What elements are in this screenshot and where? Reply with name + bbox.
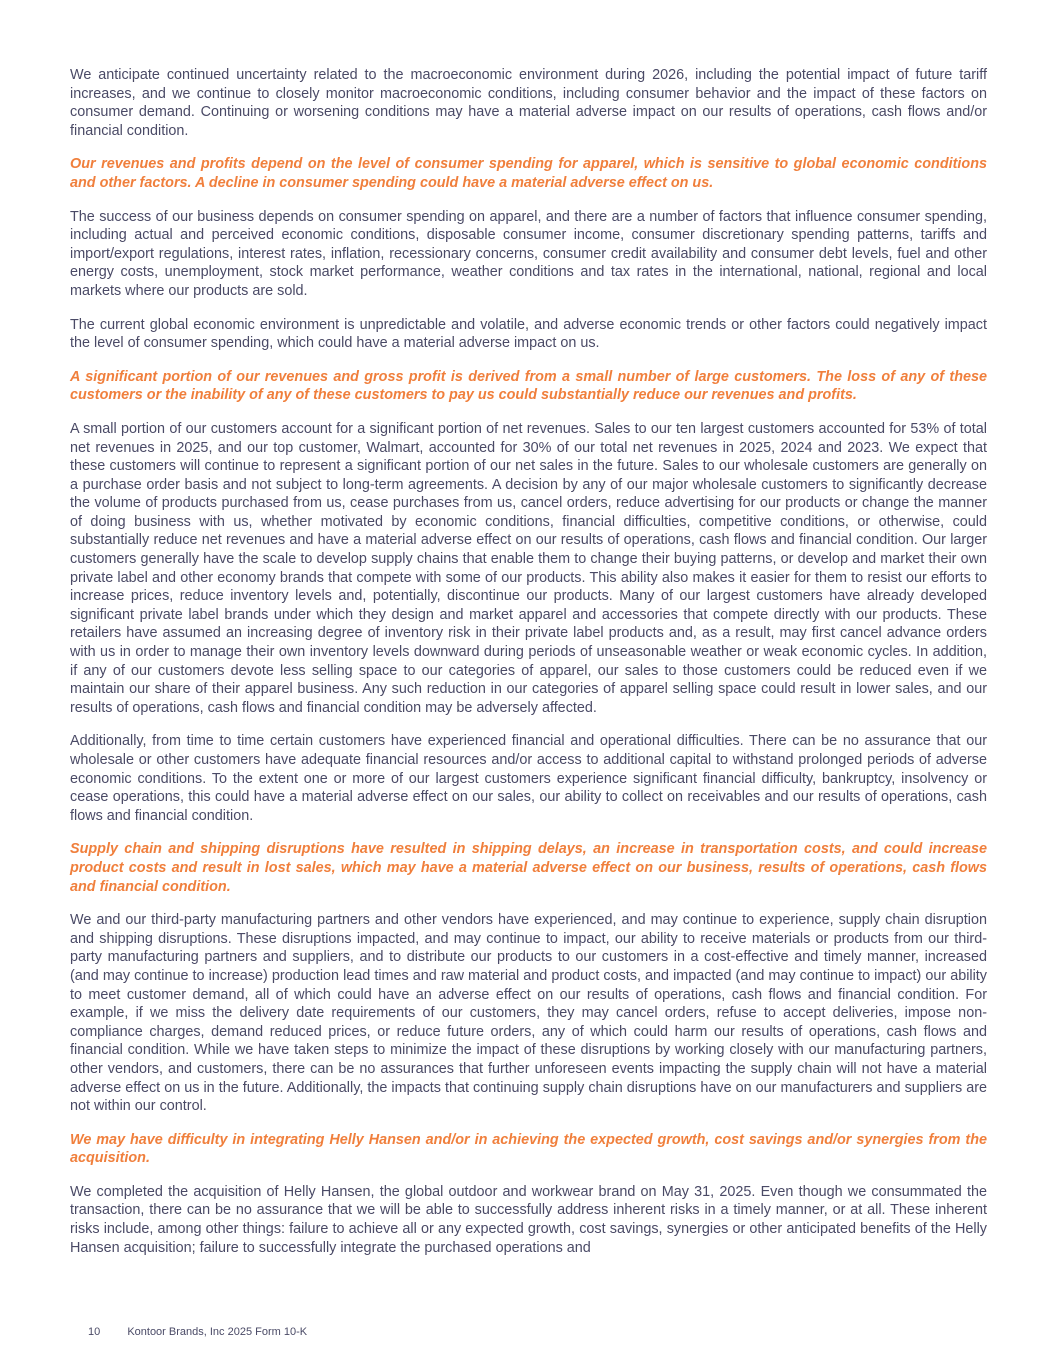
document-body <box>70 66 987 1272</box>
footer-doc-title: Kontoor Brands, Inc 2025 Form 10-K <box>127 1326 308 1338</box>
risk-factor-heading: We may have difficulty in integrating Helly Hansen and/or in achieving the expected growth, cost savings and/or synergies from the acquisition. <box>70 1131 987 1167</box>
page-footer <box>88 1326 307 1338</box>
paragraph: The current global economic environment is unpredictable and volatile, and adverse economic trends or other factors could negatively impact the level of consumer spending, which could have a material adverse impact on us. <box>70 316 987 352</box>
page-number: 10 <box>88 1326 101 1338</box>
risk-factor-heading: A significant portion of our revenues and gross profit is derived from a small number of large customers. The loss of any of these customers or the inability of any of these customers to pay us could substantially reduce our revenues and profits. <box>70 368 987 404</box>
paragraph: A small portion of our customers account for a significant portion of net revenues. Sales to our ten largest customers accounted for 53% of total net revenues in 2025, and our top customer, Walmart, accounted for 30% of our total net revenues in 2025, 2024 and 2023. We expect that these customers will continue to represent a significant portion of our net sales in the future. Sales to our wholesale customers are generally on a purchase order basis and not subject to long-term agreements. A decision by any of our major wholesale customers to significantly decrease the volume of products purchased from us, cease purchases from us, cancel orders, reduce advertising for our products or change the manner of doing business with us, whether motivated by economic conditions, financial difficulties, competitive conditions, or otherwise, could substantially reduce net revenues and have a material adverse effect on our results of operations, cash flows and financial condition. Our larger customers generally have the scale to develop supply chains that enable them to change their buying patterns, or develop and market their own private label and other economy brands that compete with some of our products. This ability also makes it easier for them to resist our efforts to increase prices, reduce inventory levels and, potentially, discontinue our products. Many of our largest customers have already developed significant private label brands under which they design and market apparel and accessories that compete directly with our products. These retailers have assumed an increasing degree of inventory risk in their private label products and, as a result, may first cancel advance orders with us in order to manage their own inventory levels downward during periods of unseasonable weather or weak economic cycles. In addition, if any of our customers devote less selling space to our categories of apparel, our sales to those customers could be reduced even if we maintain our share of their apparel business. Any such reduction in our categories of apparel selling space could result in lower sales, and our results of operations, cash flows and financial condition may be adversely affected. <box>70 420 987 716</box>
paragraph: We completed the acquisition of Helly Hansen, the global outdoor and workwear brand on May 31, 2025. Even though we consummated the transaction, there can be no assurance that we will be able to successfully address inherent risks in a timely manner, or at all. These inherent risks include, among other things: failure to achieve all or any expected growth, cost savings, synergies or other anticipated benefits of the Helly Hansen acquisition; failure to successfully integrate the purchased operations and <box>70 1183 987 1256</box>
paragraph: Additionally, from time to time certain customers have experienced financial and operational difficulties. There can be no assurance that our wholesale or other customers have adequate financial resources and/or access to additional capital to withstand prolonged periods of adverse economic conditions. To the extent one or more of our largest customers experience significant financial difficulty, bankruptcy, insolvency or cease operations, this could have a material adverse effect on our sales, our ability to collect on receivables and our results of operations, cash flows and financial condition. <box>70 733 987 824</box>
paragraph: We anticipate continued uncertainty related to the macroeconomic environment during 2026, including the potential impact of future tariff increases, and we continue to closely monitor macroeconomic conditions, including consumer behavior and the impact of these factors on consumer demand. Continuing or worsening conditions may have a material adverse impact on our results of operations, cash flows and/or financial condition. <box>70 67 987 139</box>
risk-factor-heading: Our revenues and profits depend on the level of consumer spending for apparel, which is sensitive to global economic conditions and other factors. A decline in consumer spending could have a material adverse effect on us. <box>70 156 987 191</box>
paragraph: We and our third-party manufacturing partners and other vendors have experienced, and may continue to experience, supply chain disruption and shipping disruptions. These disruptions impacted, and may continue to impact, our ability to receive materials or products from our third-party manufacturing partners and suppliers, and to distribute our products to our customers in a cost-effective and timely manner, increased (and may continue to increase) production lead times and raw material and product costs, and impacted (and may continue to impact) our ability to meet customer demand, all of which could have an adverse effect on our results of operations, cash flows and financial condition. For example, if we miss the delivery date requirements of our customers, they may cancel orders, refuse to accept deliveries, impose non-compliance charges, demand reduced prices, or reduce future orders, any of which could harm our results of operations, cash flows and financial condition. While we have taken steps to minimize the impact of these disruptions by working closely with our manufacturing partners, other vendors, and customers, there can be no assurances that further unforeseen events impacting the supply chain will not have a material adverse effect on us in the future. Additionally, the impacts that continuing supply chain disruptions have on our manufacturers and suppliers are not within our control. <box>70 912 987 1115</box>
risk-factor-heading: Supply chain and shipping disruptions have resulted in shipping delays, an increase in transportation costs, and could increase product costs and result in lost sales, which may have a material adverse effect on our business, results of operations, cash flows and financial condition. <box>70 841 987 895</box>
paragraph: The success of our business depends on consumer spending on apparel, and there are a number of factors that influence consumer spending, including actual and perceived economic conditions, disposable consumer income, consumer discretionary spending patterns, tariffs and import/export regulations, interest rates, inflation, recessionary concerns, consumer credit availability and consumer debt levels, fuel and other energy costs, unemployment, stock market performance, weather conditions and tax rates in the international, national, regional and local markets where our products are sold. <box>70 208 987 299</box>
